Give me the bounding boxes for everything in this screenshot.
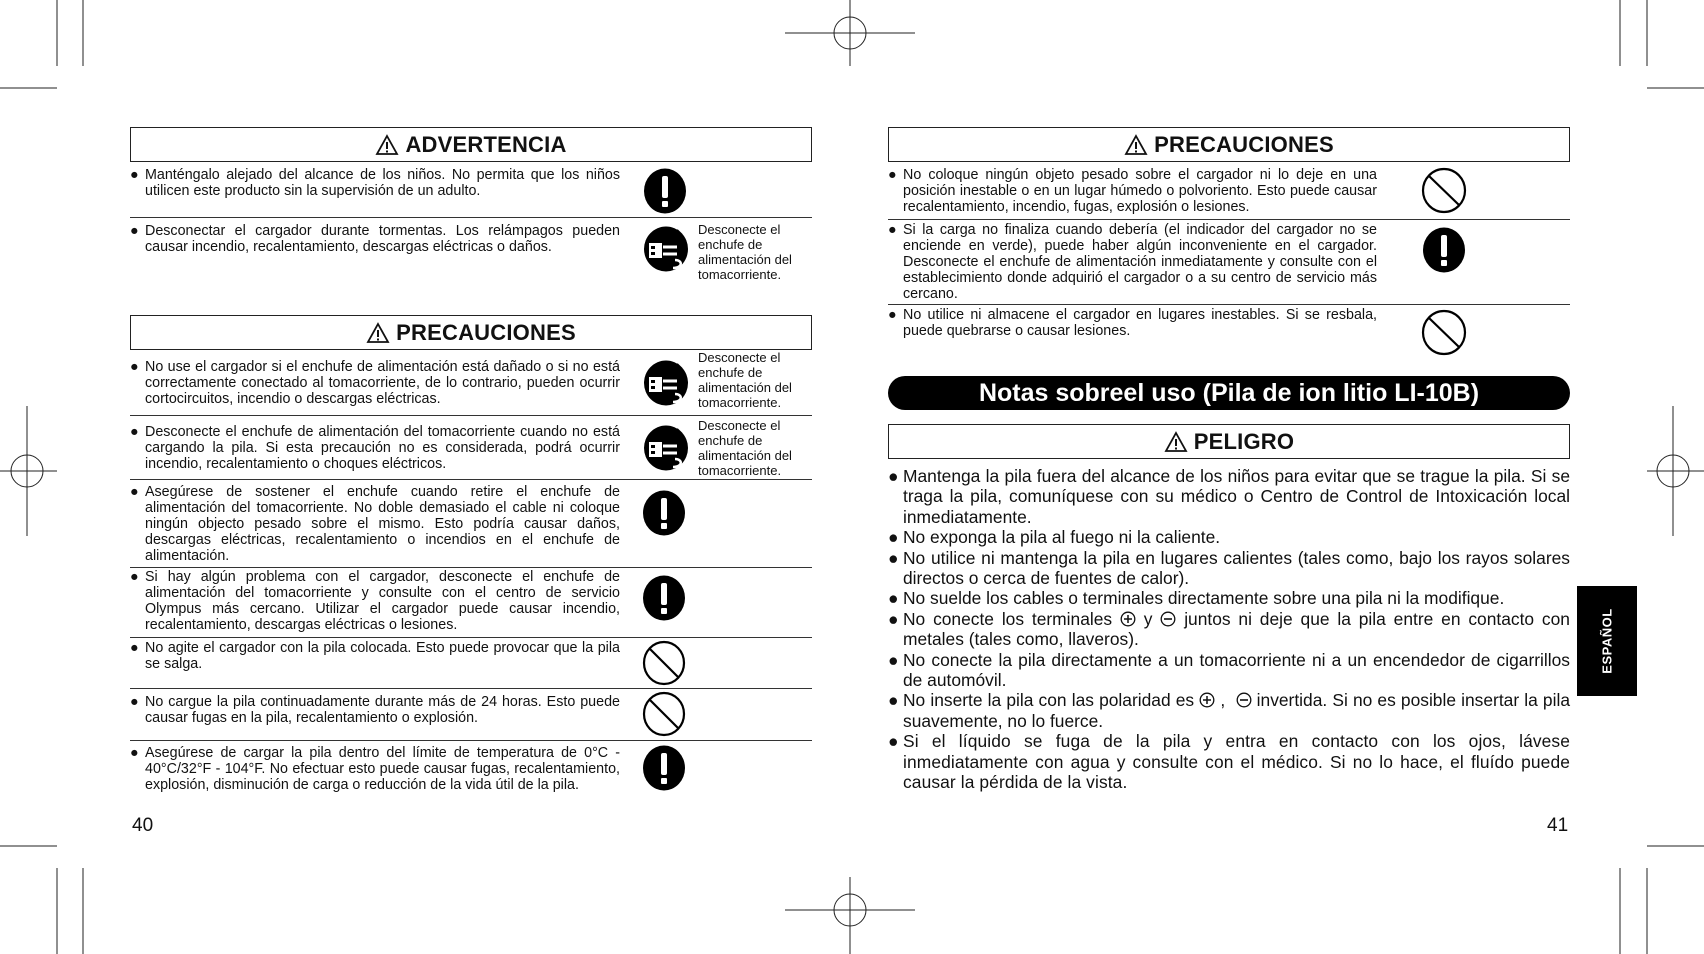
page-number-right: 41 <box>1547 815 1569 836</box>
bullet: ● <box>130 569 139 585</box>
precaution-header-label: PRECAUCIONES <box>1154 131 1334 157</box>
minus-terminal-icon <box>1236 692 1252 708</box>
warning-triangle-icon <box>1164 431 1188 453</box>
prohibition-icon <box>642 640 686 686</box>
prohibition-icon <box>642 691 686 737</box>
danger-header-label: PELIGRO <box>1193 428 1295 454</box>
danger-item: ● No inserte la pila con las polaridad es , invertida. Si no es posible insertar la pila suavemente, no lo fuerce. <box>888 690 1570 731</box>
unplug-note: Desconecte el enchufe de alimentación del tomacorriente. <box>698 222 792 282</box>
bullet: ● <box>888 307 897 323</box>
exclamation-icon <box>643 168 687 214</box>
language-tab: ESPAÑOL <box>1577 586 1637 696</box>
danger-item: ● No conecte los terminales y juntos ni deje que la pila entre en contacto con metales (tales como, llaveros). <box>888 608 1570 650</box>
danger-item: ● Mantenga la pila fuera del alcance de los niños para evitar que se trague la pila. Si se traga la pila, comuníquese con su médico o Centro de Control de Intoxicación local inmediatamente. <box>888 466 1570 527</box>
plus-terminal-icon <box>1199 692 1215 708</box>
prohibition-icon <box>1421 309 1467 356</box>
bullet: ● <box>130 424 139 440</box>
precaution-item-text: ● Si la carga no finaliza cuando debería (el indicador del cargador no se enciende en verde), puede haber algún inconveniente en el cargador. Desconecte el enchufe de alimentación inmediatamente y consulte con el establecimiento donde adquirió el cargador o a su centro de servicio más cercano. <box>888 222 1377 302</box>
bullet: ● <box>130 694 139 710</box>
bullet: ● <box>130 640 139 656</box>
bullet: ● <box>130 745 139 761</box>
unplug-icon <box>643 423 689 471</box>
bullet: ● <box>130 359 139 375</box>
unplug-icon <box>643 224 689 272</box>
bullet: ● <box>888 649 899 670</box>
precaution-item-text: ● Si hay algún problema con el cargador, desconecte el enchufe de alimentación del tomacorriente y consulte con el centro de servicio Olympus más cercano. Utilizar el cargador puede causar incendio, recalentamiento, descargas eléctricas o lesiones. <box>130 569 620 633</box>
prohibition-icon <box>1421 167 1467 214</box>
precaution-item-text: ● Asegúrese de cargar la pila dentro del límite de temperatura de 0°C - 40°C/32°F - 104°F. No efectuar esto puede causar fugas, recalentamiento, explosión, disminución de carga o reducción de la vida útil de la pila. <box>130 745 620 793</box>
bullet: ● <box>130 223 139 239</box>
bullet: ● <box>130 484 139 500</box>
bullet: ● <box>888 588 899 609</box>
precaution-header-left <box>130 315 812 350</box>
precaution-item-text: ● No coloque ningún objeto pesado sobre el cargador ni lo deje en una posición inestable o en un lugar húmedo o polvoriento. Esto puede causar recalentamiento, incendio, fugas, explosión o lesiones. <box>888 167 1377 215</box>
precaution-item-text: ● No agite el cargador con la pila colocada. Esto puede provocar que la pila se salga. <box>130 640 620 672</box>
bullet: ● <box>888 547 899 568</box>
warning-triangle-icon <box>366 322 390 344</box>
battery-notes-banner: Notas sobreel uso (Pila de ion litio LI-10B) <box>888 376 1570 410</box>
unplug-note: Desconecte el enchufe de alimentación del tomacorriente. <box>698 418 792 478</box>
plus-terminal-icon <box>1120 611 1136 627</box>
unplug-note: Desconecte el enchufe de alimentación del tomacorriente. <box>698 350 792 410</box>
precaution-item-text: ● No cargue la pila continuadamente durante más de 24 horas. Esto puede causar fugas en la pila, recalentamiento o explosión. <box>130 694 620 726</box>
danger-header <box>888 424 1570 459</box>
precaution-item-text: ● Asegúrese de sostener el enchufe cuando retire el enchufe de alimentación del tomacorriente. No doble demasiado el cable ni coloque ningún objecto pesado sobre el mismo. Esto podría causar daños, descargas eléctricas, recalentamiento o incendios en el enchufe de alimentación. <box>130 484 620 564</box>
warning-item-text: ● Desconectar el cargador durante tormentas. Los relámpagos pueden causar incendio, recalentamiento, descargas eléctricas o daños. <box>130 223 620 255</box>
exclamation-icon <box>1422 227 1466 273</box>
page-number-left: 40 <box>132 815 154 836</box>
bullet: ● <box>888 690 899 711</box>
bullet: ● <box>888 527 899 548</box>
danger-item: ● No suelde los cables o terminales directamente sobre una pila ni la modifique. <box>888 588 1505 609</box>
bullet: ● <box>888 466 899 486</box>
bullet: ● <box>888 222 897 238</box>
bullet: ● <box>888 608 899 629</box>
danger-item: ● No exponga la pila al fuego ni la caliente. <box>888 527 1221 548</box>
danger-item: ● No utilice ni mantenga la pila en lugares calientes (tales como, bajo los rayos solares directos o cerca de fuentes de calor). <box>888 547 1570 589</box>
unplug-icon <box>643 358 689 406</box>
danger-item: ● No conecte la pila directamente a un tomacorriente ni a un encendedor de cigarrillos de automóvil. <box>888 649 1570 691</box>
exclamation-icon <box>642 575 686 621</box>
danger-list <box>888 466 1570 793</box>
danger-item: ● Si el líquido se fuga de la pila y entra en contacto con los ojos, lávese inmediatamente con agua y consulte con el médico. Si no lo hace, el fluído puede causar la pérdida de la vista. <box>888 731 1570 793</box>
precaution-item-text: ● Desconecte el enchufe de alimentación del tomacorriente cuando no está cargando la pila. Si esta precaución no es considerada, podrá ocurrir incendio, recalentamiento o choques eléctricos. <box>130 424 620 472</box>
bullet: ● <box>130 167 139 183</box>
minus-terminal-icon <box>1160 611 1176 627</box>
warning-triangle-icon <box>1124 134 1148 156</box>
warning-item-text: ● Manténgalo alejado del alcance de los niños. No permita que los niños utilicen este producto sin la supervisión de un adulto. <box>130 167 620 199</box>
exclamation-icon <box>642 490 686 536</box>
precaution-header-right <box>888 127 1570 162</box>
bullet: ● <box>888 731 899 752</box>
bullet: ● <box>888 167 897 183</box>
precaution-item-text: ● No utilice ni almacene el cargador en lugares inestables. Si se resbala, puede quebrarse o causar lesiones. <box>888 307 1377 339</box>
warning-triangle-icon <box>375 134 399 156</box>
precaution-item-text: ● No use el cargador si el enchufe de alimentación está dañado o si no está correctamente conectado al tomacorriente, de lo contrario, pueden ocurrir cortocircuitos, incendio o descargas eléctricas. <box>130 359 620 407</box>
warning-header-label: ADVERTENCIA <box>405 131 567 157</box>
warning-header <box>130 127 812 162</box>
exclamation-icon <box>642 745 686 791</box>
precaution-header-label: PRECAUCIONES <box>396 319 576 345</box>
